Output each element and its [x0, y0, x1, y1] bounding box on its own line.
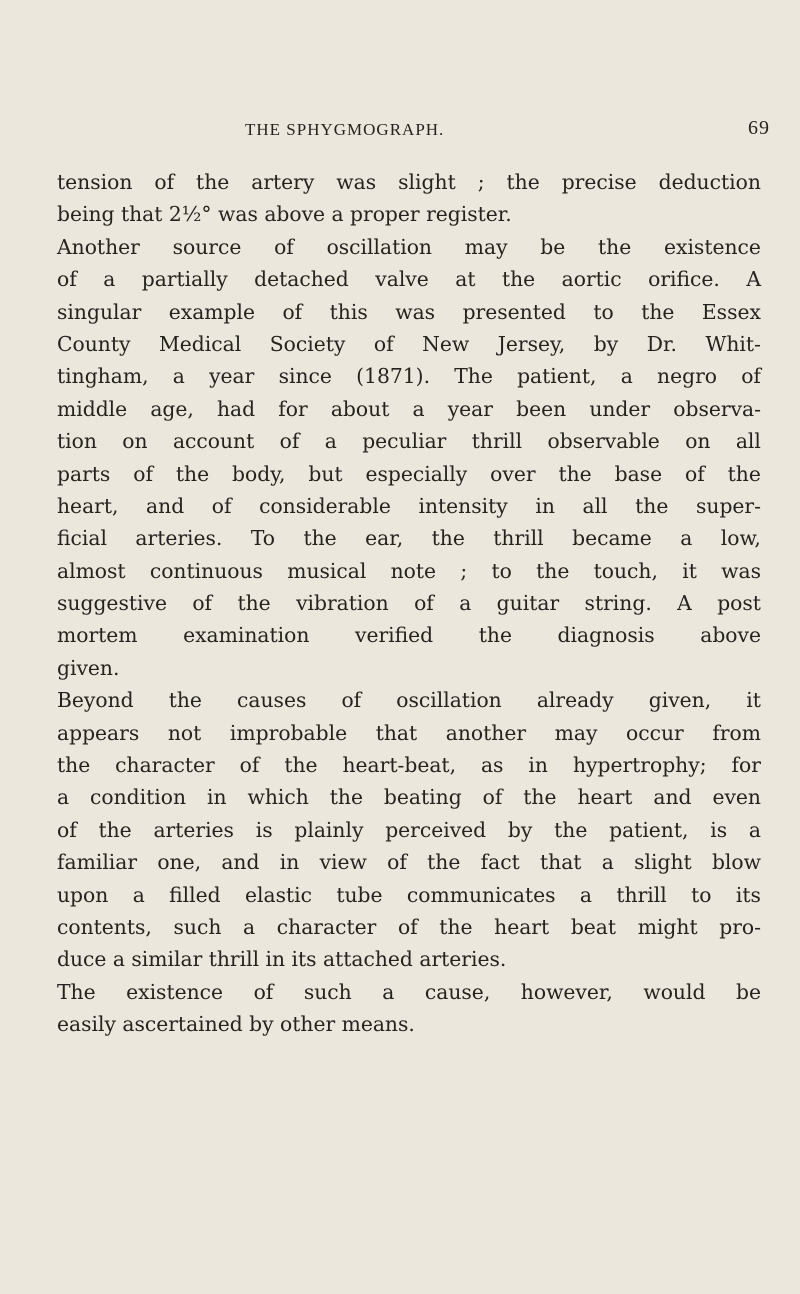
word: causes: [237, 688, 307, 713]
word: New: [422, 331, 470, 356]
word: and: [653, 785, 692, 810]
word: of: [414, 591, 434, 616]
word: patient,: [517, 364, 597, 389]
word: improbable: [229, 720, 348, 745]
line-text: being that 2½° was above a proper register.: [57, 202, 512, 227]
text-line: [57, 814, 761, 846]
word: the: [506, 170, 540, 194]
word: year: [447, 396, 493, 421]
word: of: [341, 688, 362, 713]
word: examination: [183, 623, 310, 648]
word: of: [274, 234, 294, 259]
word: vibration: [296, 591, 389, 616]
word: body,: [232, 461, 286, 486]
word: thrill: [493, 526, 544, 551]
text-line: [57, 166, 761, 198]
word: example: [168, 299, 255, 324]
word: would: [643, 979, 706, 1004]
word: upon: [57, 882, 109, 907]
word: this: [329, 299, 368, 324]
text-line: [57, 328, 761, 360]
line-text: easily ascertained by other means.: [57, 1012, 415, 1037]
text-line: [57, 425, 761, 457]
body-text: [57, 166, 761, 1041]
word: detached: [254, 267, 349, 292]
word: at: [455, 267, 476, 292]
word: a: [459, 591, 472, 616]
word: the: [501, 267, 536, 292]
word: note: [390, 558, 437, 583]
text-line: [57, 1008, 761, 1040]
word: of: [211, 493, 232, 518]
word: was: [395, 299, 436, 324]
text-line: [57, 458, 761, 490]
word: became: [572, 526, 652, 551]
text-line: [57, 652, 761, 684]
word: a: [103, 267, 116, 292]
word: it: [682, 558, 697, 583]
word: of: [282, 299, 303, 324]
text-line: [57, 360, 761, 392]
word: oscillation: [396, 688, 502, 713]
word: slight: [398, 170, 456, 194]
word: even: [712, 785, 761, 810]
word: another: [445, 720, 527, 745]
word: not: [167, 720, 202, 745]
word: of: [133, 461, 153, 486]
word: that: [540, 850, 582, 875]
word: ;: [460, 558, 468, 583]
text-line: [57, 911, 761, 943]
word: Dr.: [646, 331, 677, 356]
word: thrill: [616, 882, 667, 907]
word: The: [454, 364, 493, 389]
word: age,: [150, 396, 194, 421]
word: by: [593, 331, 619, 356]
word: a: [57, 785, 70, 810]
text-line: [57, 393, 761, 425]
word: partially: [141, 267, 228, 292]
word: fact: [480, 850, 520, 875]
word: of: [482, 785, 503, 810]
word: already: [536, 688, 614, 713]
word: super-: [695, 493, 761, 518]
word: artery: [251, 170, 315, 194]
word: had: [217, 396, 256, 421]
line-text: duce a similar thrill in its attached arteries.: [57, 947, 507, 972]
word: the: [57, 753, 91, 778]
word: Essex: [701, 299, 761, 324]
word: the: [523, 785, 557, 810]
word: almost: [57, 558, 126, 583]
word: Whit-: [705, 331, 761, 356]
word: a: [680, 526, 693, 551]
word: of: [192, 591, 213, 616]
word: string.: [584, 591, 652, 616]
word: of: [741, 364, 761, 389]
word: the: [558, 461, 592, 486]
word: is: [255, 817, 273, 842]
word: from: [712, 720, 761, 745]
word: arteries.: [135, 526, 223, 551]
word: perceived: [385, 817, 487, 842]
word: may: [554, 720, 598, 745]
line-text: given.: [57, 655, 120, 680]
word: which: [247, 785, 309, 810]
word: of: [154, 170, 175, 194]
running-head: [40, 117, 770, 144]
word: such: [173, 914, 222, 939]
word: musical: [287, 558, 367, 583]
word: source: [172, 234, 242, 259]
word: of: [387, 850, 407, 875]
word: under: [589, 396, 651, 421]
word: in: [206, 785, 227, 810]
word: Another: [57, 234, 140, 259]
word: touch,: [593, 558, 658, 583]
word: the: [168, 688, 202, 713]
text-line: [57, 749, 761, 781]
word: such: [303, 979, 352, 1004]
word: condition: [90, 785, 187, 810]
word: a: [132, 882, 145, 907]
word: for: [731, 753, 761, 778]
word: elastic: [245, 882, 312, 907]
word: of: [373, 331, 394, 356]
word: and: [221, 850, 260, 875]
word: post: [717, 591, 761, 616]
word: the: [98, 817, 132, 842]
word: tension: [57, 170, 133, 194]
word: be: [735, 979, 761, 1004]
word: contents,: [57, 914, 152, 939]
word: slight: [634, 850, 692, 875]
word: patient,: [609, 817, 689, 842]
word: the: [427, 850, 461, 875]
word: be: [540, 234, 566, 259]
word: existence: [664, 234, 761, 259]
word: a: [243, 914, 256, 939]
word: in: [528, 753, 548, 778]
word: as: [480, 753, 504, 778]
word: of: [397, 914, 418, 939]
word: the: [554, 817, 588, 842]
word: one,: [157, 850, 202, 875]
word: heart-beat,: [342, 753, 457, 778]
word: the: [439, 914, 473, 939]
text-line: [57, 490, 761, 522]
word: County: [57, 331, 131, 356]
word: To: [250, 526, 276, 551]
word: oscillation: [326, 234, 432, 259]
page-number: 69: [748, 117, 770, 139]
word: the: [536, 558, 570, 583]
word: but: [308, 461, 343, 486]
word: of: [279, 429, 300, 454]
word: for: [278, 396, 308, 421]
word: character: [276, 914, 377, 939]
word: a: [172, 364, 185, 389]
word: orifice.: [648, 267, 720, 292]
word: above: [700, 623, 761, 648]
word: Jersey,: [497, 331, 566, 356]
text-line: [57, 781, 761, 813]
word: mortem: [57, 623, 138, 648]
word: the: [175, 461, 210, 486]
word: plainly: [294, 817, 364, 842]
word: low,: [720, 526, 761, 551]
word: deduction: [658, 170, 761, 194]
word: blow: [711, 850, 761, 875]
word: a: [601, 850, 614, 875]
word: existence: [126, 979, 224, 1004]
word: however,: [520, 979, 613, 1004]
word: the: [284, 753, 318, 778]
word: occur: [626, 720, 684, 745]
word: the: [237, 591, 271, 616]
word: to: [593, 299, 614, 324]
word: ;: [477, 170, 485, 194]
text-line: [57, 717, 761, 749]
text-line: [57, 555, 761, 587]
word: tingham,: [57, 364, 149, 389]
word: a: [748, 817, 761, 842]
word: precise: [561, 170, 637, 194]
word: that: [375, 720, 418, 745]
word: its: [735, 882, 761, 907]
word: verified: [355, 623, 434, 648]
word: Society: [269, 331, 346, 356]
word: on: [122, 429, 148, 454]
word: thrill: [471, 429, 523, 454]
word: the: [478, 623, 512, 648]
word: negro: [657, 364, 717, 389]
word: aortic: [561, 267, 622, 292]
word: arteries: [153, 817, 234, 842]
text-line: [57, 231, 761, 263]
word: A: [677, 591, 692, 616]
word: on: [685, 429, 711, 454]
text-line: [57, 296, 761, 328]
word: hypertrophy;: [572, 753, 707, 778]
word: communicates: [406, 882, 556, 907]
running-head-title: THE SPHYGMOGRAPH.: [245, 120, 445, 139]
word: of: [57, 817, 77, 842]
word: a: [382, 979, 395, 1004]
word: intensity: [418, 493, 508, 518]
word: ear,: [365, 526, 404, 551]
word: tube: [336, 882, 383, 907]
word: about: [330, 396, 390, 421]
word: was: [721, 558, 761, 583]
word: heart: [494, 914, 550, 939]
word: the: [635, 493, 669, 518]
word: ficial: [57, 526, 107, 551]
word: presented: [462, 299, 566, 324]
word: familiar: [57, 850, 138, 875]
text-line: [57, 263, 761, 295]
word: filled: [169, 882, 221, 907]
text-line: [57, 846, 761, 878]
word: by: [507, 817, 533, 842]
word: the: [329, 785, 363, 810]
word: tion: [57, 429, 97, 454]
word: a: [412, 396, 425, 421]
text-line: [57, 684, 761, 716]
word: beat: [570, 914, 617, 939]
word: account: [172, 429, 255, 454]
word: guitar: [496, 591, 560, 616]
word: all: [582, 493, 608, 518]
word: diagnosis: [557, 623, 655, 648]
word: the: [727, 461, 761, 486]
word: a: [324, 429, 337, 454]
text-line: [57, 879, 761, 911]
word: suggestive: [57, 591, 167, 616]
word: A: [746, 267, 761, 292]
word: of: [57, 267, 77, 292]
word: considerable: [259, 493, 391, 518]
word: Medical: [159, 331, 242, 356]
word: all: [735, 429, 761, 454]
word: (1871).: [356, 364, 431, 389]
text-line: [57, 522, 761, 554]
word: given,: [648, 688, 712, 713]
word: character: [115, 753, 215, 778]
word: valve: [375, 267, 429, 292]
word: the: [196, 170, 230, 194]
word: it: [746, 688, 761, 713]
word: in: [535, 493, 555, 518]
word: might: [637, 914, 698, 939]
word: view: [319, 850, 367, 875]
word: especially: [365, 461, 468, 486]
word: appears: [57, 720, 140, 745]
word: may: [464, 234, 508, 259]
word: the: [598, 234, 632, 259]
word: heart: [577, 785, 633, 810]
word: observa-: [673, 396, 761, 421]
word: Beyond: [57, 688, 134, 713]
word: the: [641, 299, 675, 324]
word: of: [253, 979, 274, 1004]
word: pro-: [719, 914, 761, 939]
word: parts: [57, 461, 111, 486]
word: singular: [57, 299, 142, 324]
text-line: [57, 619, 761, 651]
word: a: [620, 364, 633, 389]
word: was: [336, 170, 377, 194]
word: beating: [383, 785, 462, 810]
word: to: [491, 558, 512, 583]
word: base: [614, 461, 663, 486]
text-line: [57, 198, 761, 230]
text-line: [57, 587, 761, 619]
word: of: [685, 461, 705, 486]
text-line: [57, 943, 761, 975]
word: the: [303, 526, 337, 551]
word: is: [710, 817, 728, 842]
word: of: [239, 753, 260, 778]
word: over: [490, 461, 536, 486]
word: The: [57, 979, 96, 1004]
word: to: [691, 882, 712, 907]
word: since: [278, 364, 332, 389]
word: been: [516, 396, 567, 421]
word: a: [579, 882, 593, 907]
word: year: [209, 364, 255, 389]
word: and: [146, 493, 185, 518]
word: observable: [547, 429, 660, 454]
word: heart,: [57, 493, 119, 518]
word: continuous: [149, 558, 263, 583]
word: in: [279, 850, 300, 875]
text-line: [57, 976, 761, 1008]
word: middle: [57, 396, 128, 421]
word: the: [431, 526, 465, 551]
word: peculiar: [362, 429, 447, 454]
word: cause,: [424, 979, 491, 1004]
